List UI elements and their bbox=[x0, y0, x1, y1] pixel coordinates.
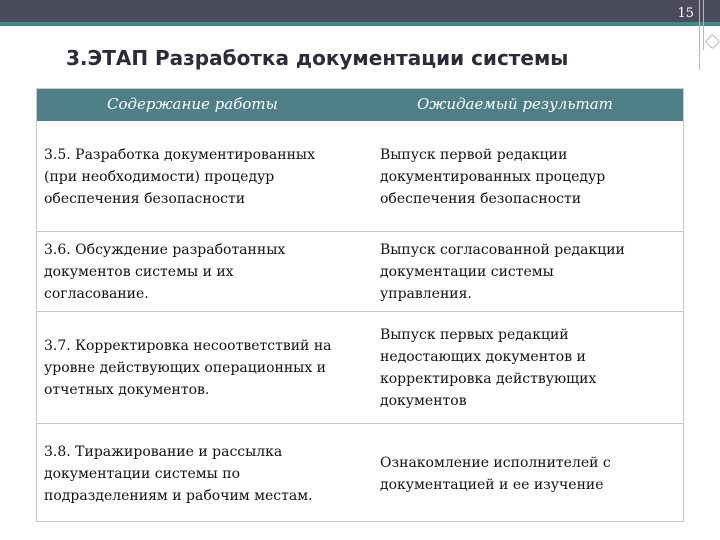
top-bar bbox=[0, 0, 720, 22]
cell-work: 3.7. Корректировка несоответствий на уровне действующих операционных и отчетных документов. bbox=[44, 338, 332, 398]
accent-line bbox=[0, 22, 720, 26]
cell-work: 3.8. Тиражирование и рассылка документации системы по подразделениям и рабочим местам. bbox=[44, 444, 313, 504]
table-row bbox=[37, 423, 683, 521]
cell-result: Выпуск согласованной редакции документации системы управления. bbox=[380, 242, 625, 302]
cell-work: 3.5. Разработка документированных (при необходимости) процедур обеспечения безопасности bbox=[44, 147, 315, 207]
cell-work: 3.6. Обсуждение разработанных документов системы и их согласование. bbox=[44, 242, 286, 302]
table-row bbox=[37, 231, 683, 311]
header-work-content: Содержание работы bbox=[107, 95, 278, 113]
cell-result: Ознакомление исполнителей с документацией и ее изучение bbox=[380, 455, 611, 493]
header-expected-result: Ожидаемый результат bbox=[417, 95, 613, 113]
table-row bbox=[37, 121, 683, 231]
table-row bbox=[37, 311, 683, 423]
cell-result: Выпуск первых редакций недостающих документов и корректировка действующих документов bbox=[380, 327, 597, 409]
table-header bbox=[37, 89, 683, 121]
slide-number: 15 bbox=[677, 6, 694, 21]
frame-line bbox=[699, 0, 700, 70]
corner-ornament-icon bbox=[705, 34, 720, 50]
cell-result: Выпуск первой редакции документированных процедур обеспечения безопасности bbox=[380, 147, 606, 207]
frame-line-inner bbox=[703, 0, 704, 50]
work-table bbox=[36, 88, 684, 522]
slide-title: 3.ЭТАП Разработка документации системы bbox=[66, 46, 569, 70]
